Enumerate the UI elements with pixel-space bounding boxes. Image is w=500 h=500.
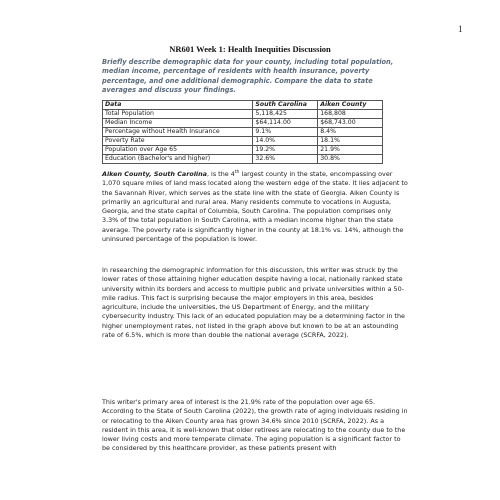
table-header-cell: Data — [103, 101, 253, 110]
page-number: 1 — [458, 24, 463, 34]
table-row — [103, 110, 383, 119]
paragraph-education — [102, 266, 408, 340]
paragraph-aging-population — [102, 398, 408, 454]
table-cell: $68,743.00 — [318, 119, 383, 128]
table-cell: Percentage without Health Insurance — [103, 128, 253, 137]
table-row — [103, 146, 383, 155]
table-cell: Total Population — [103, 110, 253, 119]
table-cell: Poverty Rate — [103, 137, 253, 146]
paragraph-text: In researching the demographic information for this discussion, this writer was struck by the lower rates of those attaining higher education despite having a local, nationally ranked state university within its borders and access to multiple public and private universities within a 50-mile radius. This fact is surprising because the major employers in this area, besides agriculture, include the universities, the US Department of Energy, and the military cybersecurity industry. This lack of an educated population may be a determining factor in the higher unemployment rates, not listed in the graph above but known to be at an astounding rate of 6.5%, which is more than double the national average (SCRFA, 2022). — [102, 266, 405, 340]
table-header-cell: South Carolina — [253, 101, 318, 110]
table-row — [103, 128, 383, 137]
table-cell: 30.8% — [318, 155, 383, 164]
table-cell: 18.1% — [318, 137, 383, 146]
document-title: NR601 Week 1: Health Inequities Discussion — [169, 44, 331, 54]
paragraph-text: largest county in the state, encompassing over 1,070 square miles of land mass located along the western edge of the state. It lies adjacent to the Savannah River, which serves as the state line with the state of Georgia. Aiken County is primarily an agricultural and rural area. Many residents commute to vocations in Augusta, Georgia, and the state capital of Columbia, South Carolina. The population comprises only 3.3% of the total population in South Carolina, with a median income higher than the state average. The poverty rate is significantly higher in the county at 18.1% vs. 14%, although the uninsured percentage of the population is lower. — [102, 170, 408, 244]
discussion-prompt: Briefly describe demographic data for your county, including total population, median income, percentage of residents with health insurance, poverty percentage, and one additional demographic. Compare the data to state averages and discuss your findings. — [102, 58, 394, 94]
table-cell: 21.9% — [318, 146, 383, 155]
table-row — [103, 155, 383, 164]
table-cell: 14.0% — [253, 137, 318, 146]
paragraph-county-overview — [102, 170, 408, 244]
table-cell: 8.4% — [318, 128, 383, 137]
table-row — [103, 119, 383, 128]
table-header-row — [103, 101, 383, 110]
table-cell: Education (Bachelor's and higher) — [103, 155, 253, 164]
county-name-lead: Aiken County, South Carolina — [102, 170, 207, 178]
demographic-data-table — [102, 100, 383, 164]
table-cell: 32.6% — [253, 155, 318, 164]
table-cell: 168,808 — [318, 110, 383, 119]
table-cell: 19.2% — [253, 146, 318, 155]
table-cell: Population over Age 65 — [103, 146, 253, 155]
table-row — [103, 137, 383, 146]
table-cell: 9.1% — [253, 128, 318, 137]
ordinal-superscript: th — [234, 169, 240, 175]
table-header-cell: Aiken County — [318, 101, 383, 110]
paragraph-text: This writer's primary area of interest is the 21.9% rate of the population over age 65. According to the State of South Carolina (2022), the growth rate of aging individuals residing in or relocating to the Aiken County area has grown 34.6% since 2010 (SCRFA, 2022). As a resident in this area, it is well-known that older retirees are relocating to the county due to the lower living costs and more temperate climate. The aging population is a significant factor to be considered by this healthcare provider, as these patients present with — [102, 398, 408, 453]
table-cell: $64,114.00 — [253, 119, 318, 128]
table-cell: Median Income — [103, 119, 253, 128]
table-cell: 5,118,425 — [253, 110, 318, 119]
paragraph-text: , is the 4 — [206, 170, 235, 178]
